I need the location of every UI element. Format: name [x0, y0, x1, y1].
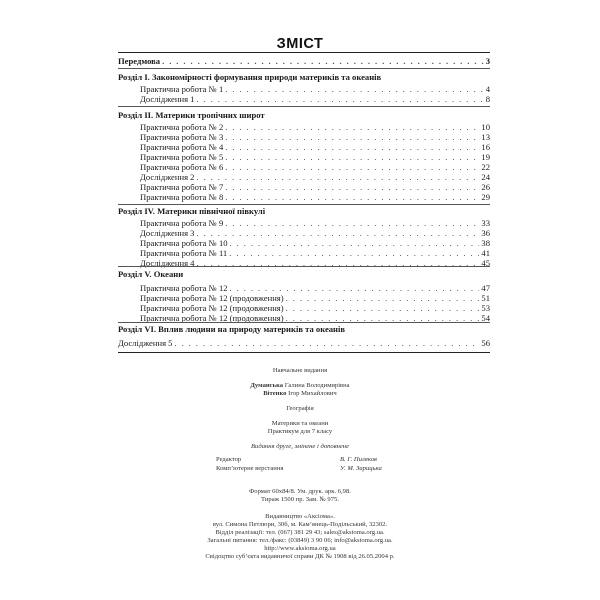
- section-heading-4[interactable]: Розділ V. Океани: [118, 269, 184, 279]
- toc-entry-label: Передмова: [118, 56, 161, 66]
- toc-entry[interactable]: [140, 303, 490, 313]
- imprint-type: Навчальне видання: [272, 367, 328, 374]
- toc-entry[interactable]: [140, 142, 490, 152]
- layout-name: У. М. Зарицька: [340, 465, 382, 472]
- toc-leader-dots: [225, 84, 483, 94]
- imprint-book-subtitle: Практикум для 7 класу: [267, 428, 333, 435]
- author-name: Ігор Михайлович: [288, 390, 337, 397]
- imprint-sales: Відділ реалізації: тел. (067) 381 29 43; sales@aksioma.org.ua.: [215, 529, 385, 536]
- toc-page-number: 47: [481, 283, 490, 293]
- toc-leader-dots: [225, 132, 479, 142]
- toc-entry-label: Практична робота № 12 (продовження): [140, 303, 284, 313]
- page-title: ЗМІСТ: [276, 36, 324, 52]
- section-heading-1[interactable]: Розділ І. Закономірності формування природи материків та океанів: [118, 72, 382, 82]
- section-divider: [118, 266, 490, 267]
- imprint-book-title: Материки та океани: [271, 420, 329, 427]
- toc-entry-label: Практична робота № 4: [140, 142, 224, 152]
- imprint-format: Формат 60х84/8. Ум. друк. арк. 6,98.: [249, 488, 351, 495]
- toc-leader-dots: [196, 228, 479, 238]
- author-surname: Вітенко: [263, 390, 287, 397]
- editor-role: Редактор: [216, 456, 242, 463]
- toc-entry-label: Практична робота № 2: [140, 122, 224, 132]
- toc-leader-dots: [196, 172, 479, 182]
- toc-leader-dots: [225, 162, 479, 172]
- toc-leader-dots: [162, 56, 484, 66]
- section-divider: [118, 106, 490, 107]
- toc-entry[interactable]: [140, 293, 490, 303]
- toc-page-number: 33: [481, 218, 490, 228]
- toc-entry-label: Дослідження 4: [140, 258, 195, 268]
- toc-entry-label: Дослідження 5: [118, 338, 173, 348]
- section-divider: [118, 322, 490, 323]
- toc-entry-label: Практична робота № 6: [140, 162, 224, 172]
- author-name: Галина Володимирівна: [284, 382, 350, 389]
- imprint-subject: Географія: [286, 405, 314, 412]
- toc-bottom-rule: [118, 352, 490, 353]
- section-heading-5[interactable]: Розділ VI. Вплив людини на природу материків та океанів: [118, 324, 346, 334]
- toc-entry-label: Дослідження 1: [140, 94, 195, 104]
- toc-leader-dots: [286, 293, 480, 303]
- toc-entry-label: Практична робота № 1: [140, 84, 224, 94]
- imprint-author-1: [0, 382, 600, 390]
- toc-leader-dots: [286, 303, 480, 313]
- toc-entry-label: Практична робота № 5: [140, 152, 224, 162]
- toc-page-number: 4: [485, 84, 490, 94]
- toc-page-number: 56: [481, 338, 490, 348]
- toc-leader-dots: [230, 283, 480, 293]
- toc-entry-intro[interactable]: [118, 56, 490, 66]
- toc-page-number: 54: [481, 313, 490, 323]
- toc-entry-label: Практична робота № 10: [140, 238, 228, 248]
- imprint-print-run: Тираж 1500 пр. Зам. № 975.: [261, 496, 339, 503]
- toc-page-number: 51: [481, 293, 490, 303]
- toc-entry[interactable]: [140, 94, 490, 104]
- toc-entry[interactable]: [140, 172, 490, 182]
- toc-page-number: 41: [481, 248, 490, 258]
- toc-entry[interactable]: [140, 218, 490, 228]
- toc-entry-label: Практична робота № 12 (продовження): [140, 293, 284, 303]
- toc-entry[interactable]: [140, 192, 490, 202]
- author-surname: Думанська: [250, 382, 284, 389]
- toc-entry-label: Практична робота № 12: [140, 283, 228, 293]
- toc-leader-dots: [225, 152, 479, 162]
- section-divider: [118, 68, 490, 69]
- toc-leader-dots: [225, 192, 479, 202]
- toc-leader-dots: [225, 142, 479, 152]
- toc-page-number: 22: [481, 162, 490, 172]
- toc-page-number: 36: [481, 228, 490, 238]
- toc-entry[interactable]: [140, 228, 490, 238]
- imprint-publisher: Видавництво «Аксіома».: [265, 513, 335, 520]
- toc-entry-label: Практична робота № 8: [140, 192, 224, 202]
- toc-entry[interactable]: [140, 122, 490, 132]
- section-heading-3[interactable]: Розділ IV. Материки північної півкулі: [118, 206, 266, 216]
- toc-entry-label: Практична робота № 9: [140, 218, 224, 228]
- toc-page-number: 3: [485, 56, 490, 66]
- toc-entry[interactable]: [140, 162, 490, 172]
- toc-entry[interactable]: [140, 248, 490, 258]
- imprint-edition: Видання друге, змінене і доповнене: [251, 443, 349, 450]
- toc-page-number: 24: [481, 172, 490, 182]
- toc-entry[interactable]: [140, 283, 490, 293]
- toc-leader-dots: [225, 182, 479, 192]
- imprint-certificate: Свідоцтво суб’єкта видавничої справи ДК № 1908 від 26.05.2004 р.: [205, 553, 395, 560]
- layout-role: Комп’ютерне верстання: [216, 465, 284, 472]
- toc-leader-dots: [174, 338, 479, 348]
- section-heading-2[interactable]: Розділ ІІ. Материки тропічних широт: [118, 110, 265, 120]
- toc-entry[interactable]: [140, 132, 490, 142]
- toc-page-number: 45: [481, 258, 490, 268]
- toc-page-number: 13: [481, 132, 490, 142]
- imprint-website[interactable]: http://www.aksioma.org.ua: [264, 545, 336, 552]
- toc-page-number: 16: [481, 142, 490, 152]
- toc-entry[interactable]: [140, 84, 490, 94]
- toc-leader-dots: [229, 248, 479, 258]
- editor-name: В. Г. Пиляков: [340, 456, 377, 463]
- toc-entry[interactable]: [140, 182, 490, 192]
- imprint-general: Загальні питання: тел./факс: (03849) 3 90 06; info@aksioma.org.ua.: [207, 537, 393, 544]
- title-rule: [118, 52, 490, 53]
- toc-page-number: 29: [481, 192, 490, 202]
- toc-page-number: 38: [481, 238, 490, 248]
- toc-entry-label: Практична робота № 3: [140, 132, 224, 142]
- toc-page-number: 53: [481, 303, 490, 313]
- imprint-author-2: [0, 390, 600, 398]
- imprint-address: вул. Симона Петлюри, 30б, м. Кам’янець-Подільський, 32302.: [212, 521, 388, 528]
- toc-leader-dots: [230, 238, 480, 248]
- toc-page-number: 26: [481, 182, 490, 192]
- section-divider: [118, 204, 490, 205]
- toc-page-number: 8: [485, 94, 490, 104]
- toc-leader-dots: [225, 122, 479, 132]
- toc-entry[interactable]: [140, 238, 490, 248]
- toc-entry[interactable]: [140, 152, 490, 162]
- toc-entry-label: Практична робота № 11: [140, 248, 228, 258]
- toc-entry[interactable]: [118, 338, 490, 348]
- toc-entry-label: Практична робота № 12 (продовження): [140, 313, 284, 323]
- toc-page-number: 10: [481, 122, 490, 132]
- toc-page-number: 19: [481, 152, 490, 162]
- toc-leader-dots: [196, 94, 483, 104]
- toc-entry-label: Дослідження 3: [140, 228, 195, 238]
- toc-entry-label: Практична робота № 7: [140, 182, 224, 192]
- toc-entry-label: Дослідження 2: [140, 172, 195, 182]
- toc-leader-dots: [225, 218, 479, 228]
